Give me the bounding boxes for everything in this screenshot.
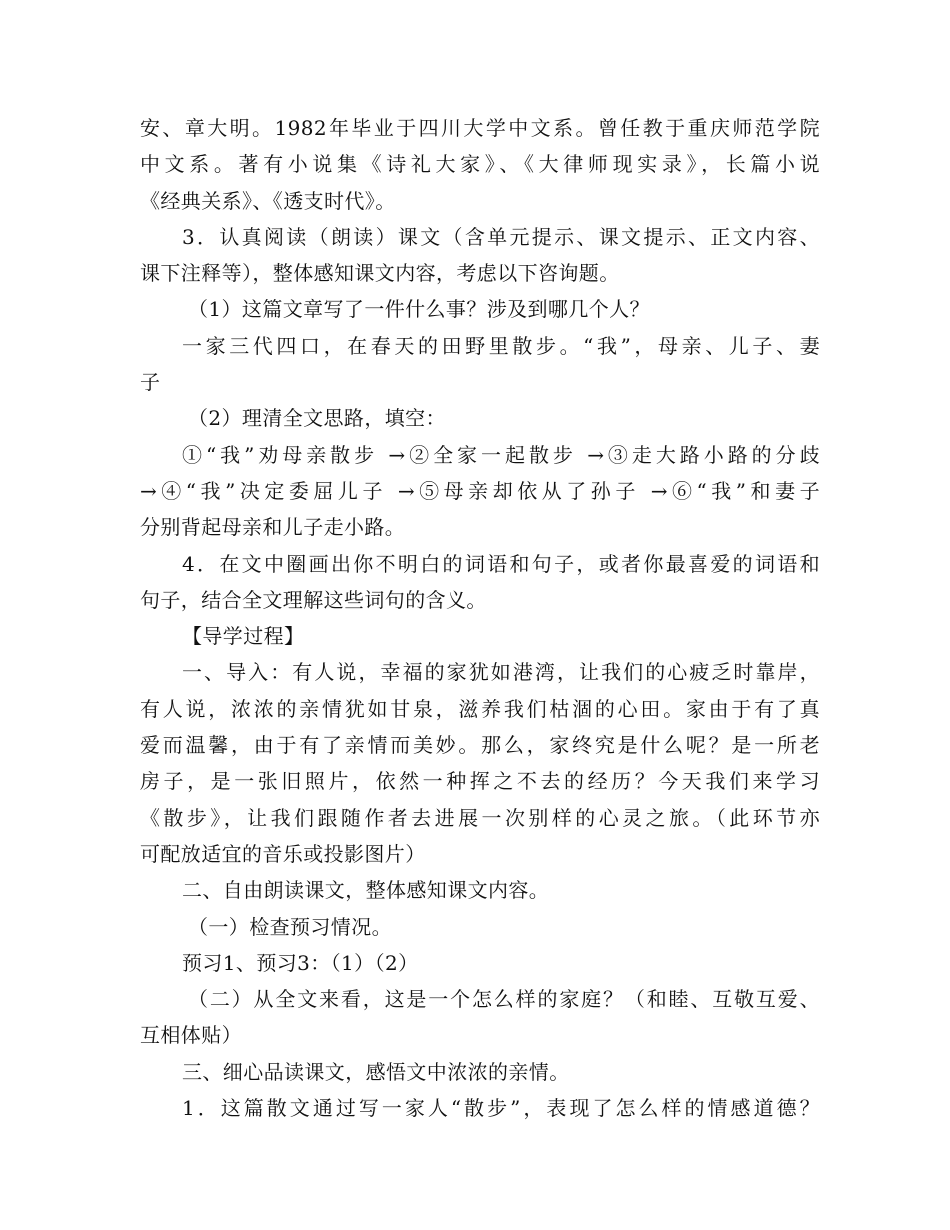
text-line: 子 bbox=[140, 370, 161, 395]
text-line: 课下注释等），整体感知课文内容，考虑以下咨询题。 bbox=[140, 261, 620, 286]
text-line: 二、自由朗读课文，整体感知课文内容。 bbox=[182, 878, 550, 903]
text-line: 互相体贴） bbox=[140, 1023, 242, 1048]
document-body bbox=[140, 110, 820, 1126]
text-line: 可配放适宜的音乐或投影图片） bbox=[140, 841, 426, 866]
text-line: 有人说，浓浓的亲情犹如甘泉，滋养我们枯涸的心田。家由于有了真 bbox=[140, 696, 820, 721]
text-line: 爱而温馨，由于有了亲情而美妙。那么，家终究是什么呢？是一所老 bbox=[140, 733, 820, 758]
section-heading: 【导学过程】 bbox=[182, 624, 305, 649]
text-line: 4．在文中圈画出你不明白的词语和句子，或者你最喜爱的词语和 bbox=[182, 551, 820, 576]
text-line: 一家三代四口，在春天的田野里散步。“我”，母亲、儿子、妻 bbox=[182, 333, 820, 358]
text-line: 句子，结合全文理解这些词句的含义。 bbox=[140, 587, 487, 612]
text-line: ①“我”劝母亲散步 →②全家一起散步 →③走大路小路的分歧 bbox=[182, 442, 820, 467]
text-line: 中文系。著有小说集《诗礼大家》、《大律师现实录》，长篇小说 bbox=[140, 152, 820, 177]
text-line: 1．这篇散文通过写一家人“散步”，表现了怎么样的情感道德？ bbox=[182, 1096, 820, 1121]
text-line: 安、章大明。1982年毕业于四川大学中文系。曾任教于重庆师范学院 bbox=[140, 116, 820, 140]
text-line: 3．认真阅读（朗读）课文（含单元提示、课文提示、正文内容、 bbox=[182, 224, 820, 249]
text-line: 三、细心品读课文，感悟文中浓浓的亲情。 bbox=[182, 1059, 570, 1084]
text-line: 预习1、预习3：（1）（2） bbox=[182, 950, 419, 975]
text-line: 房子，是一张旧照片，依然一种挥之不去的经历？今天我们来学习 bbox=[140, 769, 820, 794]
text-line: （1）这篇文章写了一件什么事？涉及到哪几个人？ bbox=[188, 297, 650, 322]
text-line: 分别背起母亲和儿子走小路。 bbox=[140, 515, 406, 540]
text-line: （一）检查预习情况。 bbox=[188, 914, 392, 939]
text-line: （2）理清全文思路，填空： bbox=[188, 406, 446, 431]
text-line: 《经典关系》、《透支时代》。 bbox=[140, 188, 396, 213]
text-line: →④“我”决定委屈儿子 →⑤母亲却依从了孙子 →⑥“我”和妻子 bbox=[140, 478, 820, 503]
text-line: 一、导入：有人说，幸福的家犹如港湾，让我们的心疲乏时靠岸， bbox=[182, 660, 820, 685]
text-line: 《散步》，让我们跟随作者去进展一次别样的心灵之旅。（此环节亦 bbox=[140, 805, 820, 830]
text-line: （二）从全文来看，这是一个怎么样的家庭？（和睦、互敬互爱、 bbox=[188, 987, 820, 1012]
